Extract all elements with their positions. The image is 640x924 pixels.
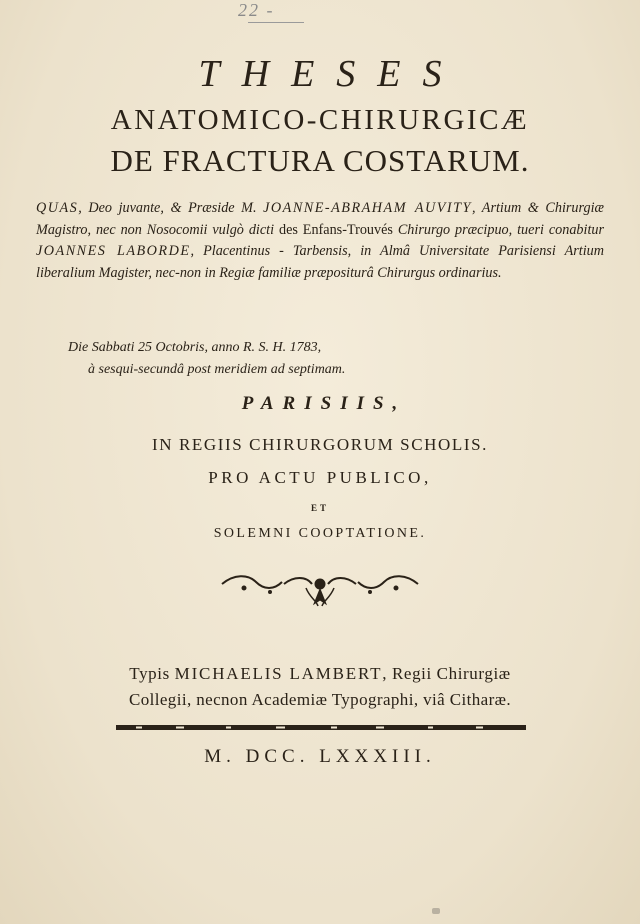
title-theses: THESES xyxy=(198,53,464,95)
place-parisiis: PARISIIS, xyxy=(241,393,407,414)
typis-word: Typis xyxy=(129,664,175,683)
paragraph-part-2: , Artium & Chirurgiæ Magistro, nec non Nosocomii vulgò dicti xyxy=(36,200,605,238)
paper-mark xyxy=(432,908,440,914)
respondent-name: JOANNES LABORDE xyxy=(36,243,191,260)
printer-ornament xyxy=(214,570,426,610)
dedication-paragraph xyxy=(36,198,604,284)
paragraph-part-4: , Placentinus - Tarbensis, in Almâ Universitate Parisiensi Artium liberalium Magister, nec-non in Regiæ familiæ præpositurâ Chirurgus ordinarius. xyxy=(36,243,604,281)
decorative-rule xyxy=(116,725,526,730)
title-anatomico-chirurgicae: ANATOMICO-CHIRURGICÆ xyxy=(110,104,530,136)
date-line: Die Sabbati 25 Octobris, anno R. S. H. 1783, xyxy=(68,340,322,355)
enfans-trouves: des Enfans-Trouvés xyxy=(278,221,393,238)
handwritten-underline xyxy=(248,22,304,23)
praeses-name: JOANNE-ABRAHAM AUVITY xyxy=(263,200,472,216)
pro-actu-publico: PRO ACTU PUBLICO, xyxy=(208,468,432,487)
printer-name: MICHAELIS LAMBERT xyxy=(174,664,383,683)
imprint-line-1 xyxy=(0,664,640,684)
quas-word: QUAS xyxy=(36,200,79,216)
et-word: ET xyxy=(310,503,329,513)
paragraph-part-3: Chirurgo præcipuo, tueri conabitur xyxy=(392,221,605,238)
paragraph-part-1: , Deo juvante, & Præside M. xyxy=(78,200,264,216)
imprint-line-2: Collegii, necnon Academiæ Typographi, viâ Citharæ. xyxy=(128,690,512,709)
place-schools: IN REGIIS CHIRURGORUM SCHOLIS. xyxy=(151,435,489,454)
time-line: à sesqui-secundâ post meridiem ad septimam. xyxy=(88,362,346,377)
publication-year: M. DCC. LXXXIII. xyxy=(204,746,436,767)
imprint-rest: , Regii Chirurgiæ xyxy=(382,664,511,683)
title-de-fractura-costarum: DE FRACTURA COSTARUM. xyxy=(110,143,530,178)
solemni-cooptatione: SOLEMNI COOPTATIONE. xyxy=(213,526,427,541)
handwritten-mark: 22 - xyxy=(238,0,275,20)
